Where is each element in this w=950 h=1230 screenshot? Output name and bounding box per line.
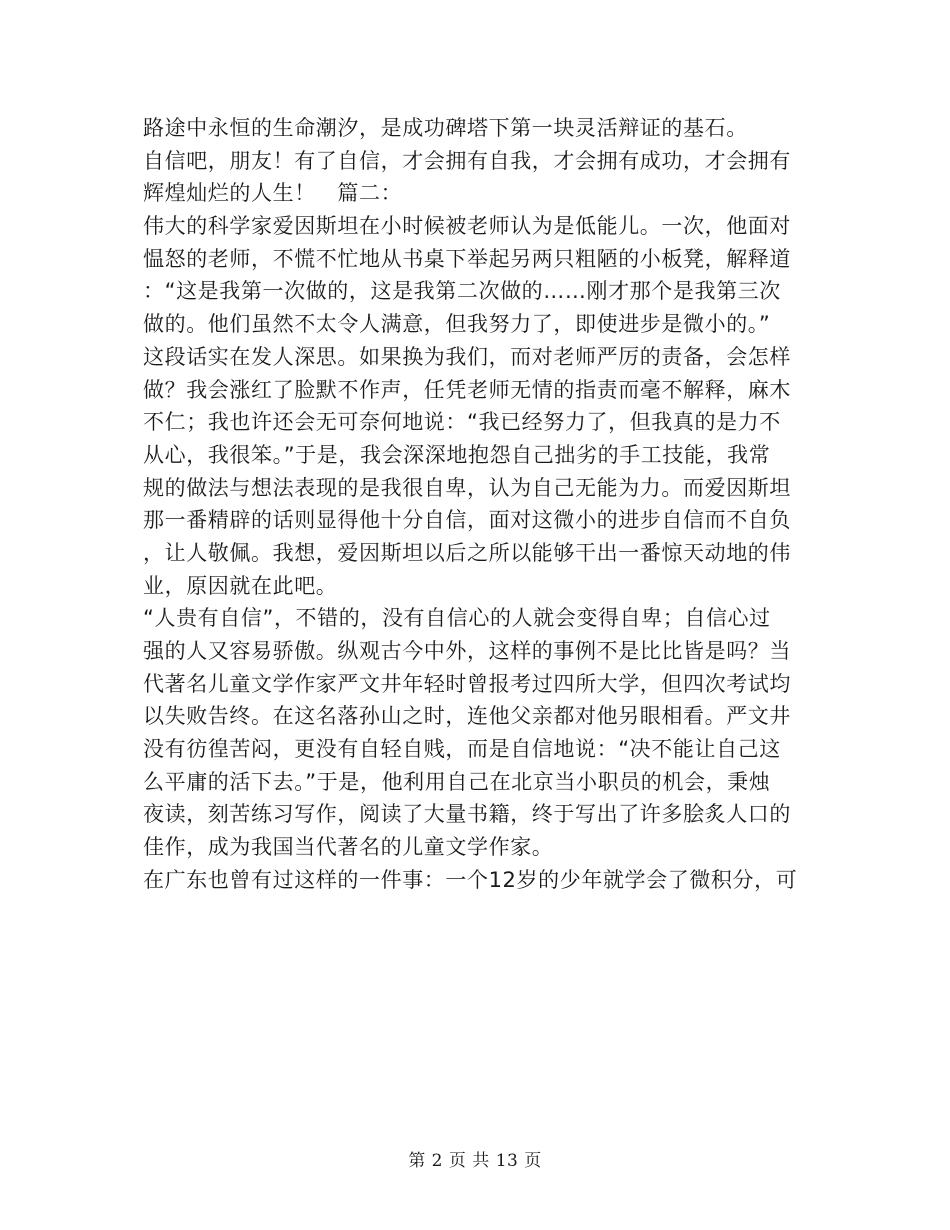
- footer-suffix: 页: [524, 1151, 542, 1171]
- text-line: 夜读，刻苦练习写作，阅读了大量书籍，终于写出了许多脍炙人口的: [143, 802, 791, 827]
- body-text: [143, 112, 803, 897]
- text-line: 代著名儿童文学作家严文井年轻时曾报考过四所大学，但四次考试均: [143, 671, 791, 696]
- total-pages-number: 13: [495, 1151, 519, 1171]
- current-page-number: 2: [431, 1151, 443, 1171]
- text-line: 佳作，成为我国当代著名的儿童文学作家。: [143, 835, 554, 860]
- footer-page-word: 页: [448, 1151, 467, 1171]
- text-line: 没有彷徨苦闷，更没有自轻自贱，而是自信地说：“决不能让自己这: [143, 737, 781, 762]
- text-line: 么平庸的活下去。”于是，他利用自己在北京当小职员的机会，秉烛: [143, 769, 771, 794]
- page-footer: [0, 1150, 950, 1172]
- text-line: 辉煌灿烂的人生！ 篇二：: [143, 181, 403, 206]
- text-line: 规的做法与想法表现的是我很自卑，认为自己无能为力。而爱因斯坦: [143, 475, 791, 500]
- text-line: 伟大的科学家爱因斯坦在小时候被老师认为是低能儿。一次，他面对: [143, 214, 791, 239]
- text-line: 以失败告终。在这名落孙山之时，连他父亲都对他另眼相看。严文井: [143, 704, 791, 729]
- text-line: 在广东也曾有过这样的一件事：一个12岁的少年就学会了微积分，可: [143, 867, 798, 892]
- text-line: 业，原因就在此吧。: [143, 573, 338, 598]
- text-line: 那一番精辟的话则显得他十分自信，面对这微小的进步自信而不自负: [143, 508, 791, 533]
- text-line: “人贵有自信”，不错的，没有自信心的人就会变得自卑；自信心过: [143, 606, 771, 631]
- text-line: 从心，我很笨。”于是，我会深深地抱怨自己拙劣的手工技能，我常: [143, 442, 771, 467]
- text-line: 这段话实在发人深思。如果换为我们，而对老师严厉的责备，会怎样: [143, 344, 791, 369]
- text-line: 做的。他们虽然不太令人满意，但我努力了，即使进步是微小的。”: [143, 312, 771, 337]
- text-line: 不仁；我也许还会无可奈何地说：“我已经努力了，但我真的是力不: [143, 410, 781, 435]
- text-line: 强的人又容易骄傲。纵观古今中外，这样的事例不是比比皆是吗？当: [143, 639, 791, 663]
- text-line: ，让人敬佩。我想，爱因斯坦以后之所以能够干出一番惊天动地的伟: [143, 540, 791, 565]
- text-line: ：“这是我第一次做的，这是我第二次做的……刚才那个是我第三次: [143, 279, 781, 304]
- text-line: 路途中永恒的生命潮汐，是成功碑塔下第一块灵活辩证的基石。: [143, 116, 748, 140]
- footer-prefix: 第: [408, 1151, 426, 1171]
- text-line: 愠怒的老师，不慌不忙地从书桌下举起另两只粗陋的小板凳，解释道: [143, 246, 791, 271]
- footer-total-word: 共: [472, 1151, 490, 1171]
- text-line: 做？我会涨红了脸默不作声，任凭老师无情的指责而毫不解释，麻木: [143, 377, 791, 402]
- text-line: 自信吧，朋友！有了自信，才会拥有自我，才会拥有成功，才会拥有: [143, 148, 791, 173]
